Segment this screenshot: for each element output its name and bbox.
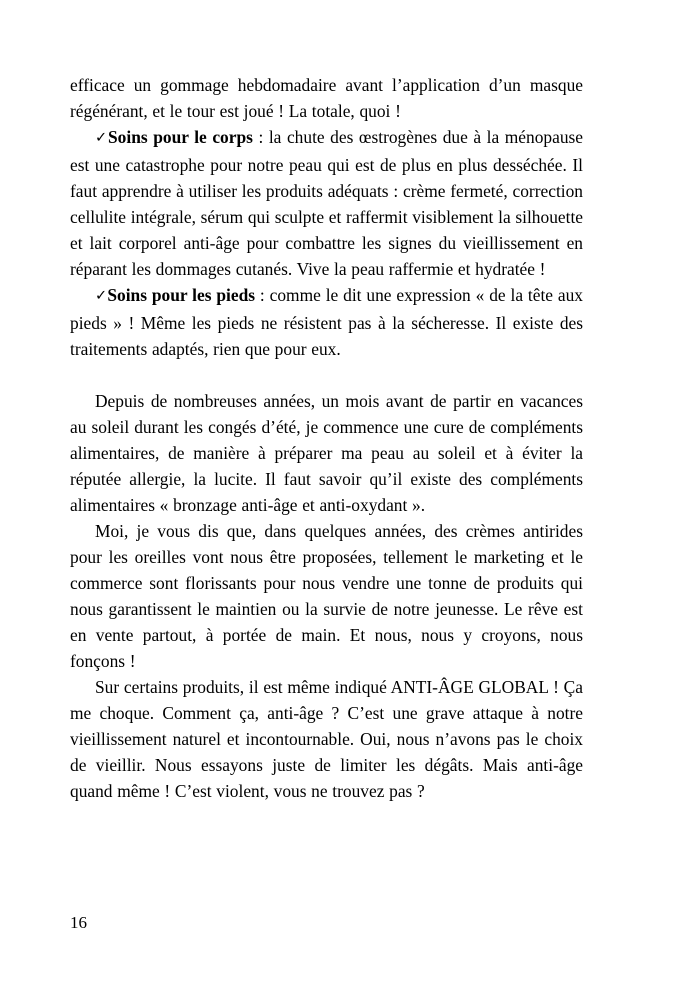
paragraph-moi: Moi, je vous dis que, dans quelques années, des crèmes antirides pour les oreilles vont nous être proposées, tellement le marketing et le commerce sont florissants pour nous vendre une tonne de produits qui nous garantissent le maintien ou la survie de notre jeunesse. Le rêve est en vente partout, à portée de main. Et nous, nous y croyons, nous fonçons ! bbox=[70, 521, 583, 671]
paragraph-sur-certains-produits: Sur certains produits, il est même indiqué ANTI-ÂGE GLOBAL ! Ça me choque. Comment ça, anti-âge ? C’est une grave attaque à notre vieillissement naturel et incontournable. Oui, nous n’avons pas le choix de vieillir. Nous essayons juste de limiter les dégâts. Mais anti-âge quand même ! C’est violent, vous ne trouvez pas ? bbox=[70, 677, 583, 801]
bullet-body-text: : comme le dit une expression « de la tête aux pieds » ! Même les pieds ne résistent pas à la sécheresse. Il existe des traitements adaptés, rien que pour eux. bbox=[70, 285, 584, 359]
paragraph-depuis: Depuis de nombreuses années, un mois avant de partir en vacances au soleil durant les congés d’été, je commence une cure de compléments alimentaires, de manière à préparer ma peau au soleil et à éviter la réputée allergie, la lucite. Il faut savoir qu’il existe des compléments alimentaires « bronzage anti-âge et anti-oxydant ». bbox=[70, 391, 583, 515]
page-text-block bbox=[70, 72, 583, 804]
bullet-item-soins-pieds bbox=[70, 282, 583, 362]
checkmark-icon: ✓ bbox=[95, 288, 108, 304]
paragraph-continued: efficace un gommage hebdomadaire avant l’application d’un masque régénérant, et le tour est joué ! La totale, quoi ! bbox=[70, 75, 583, 121]
bullet-item-soins-corps bbox=[70, 124, 583, 282]
page-number: 16 bbox=[70, 913, 87, 932]
checkmark-icon: ✓ bbox=[95, 130, 109, 146]
bullet-body-text: : la chute des œstrogènes due à la ménopause est une catastrophe pour notre peau qui est de plus en plus desséchée. Il faut apprendre à utiliser les produits adéquats : crème fermeté, correction cellulite intégrale, sérum qui sculpte et raffermit visiblement la silhouette et lait corporel anti-âge pour combattre les signes du vieillissement en réparant les dommages cutanés. Vive la peau raffermie et hydratée ! bbox=[70, 127, 583, 279]
bullet-lead-in: Soins pour le corps bbox=[108, 127, 253, 147]
bullet-lead-in: Soins pour les pieds bbox=[107, 285, 256, 305]
